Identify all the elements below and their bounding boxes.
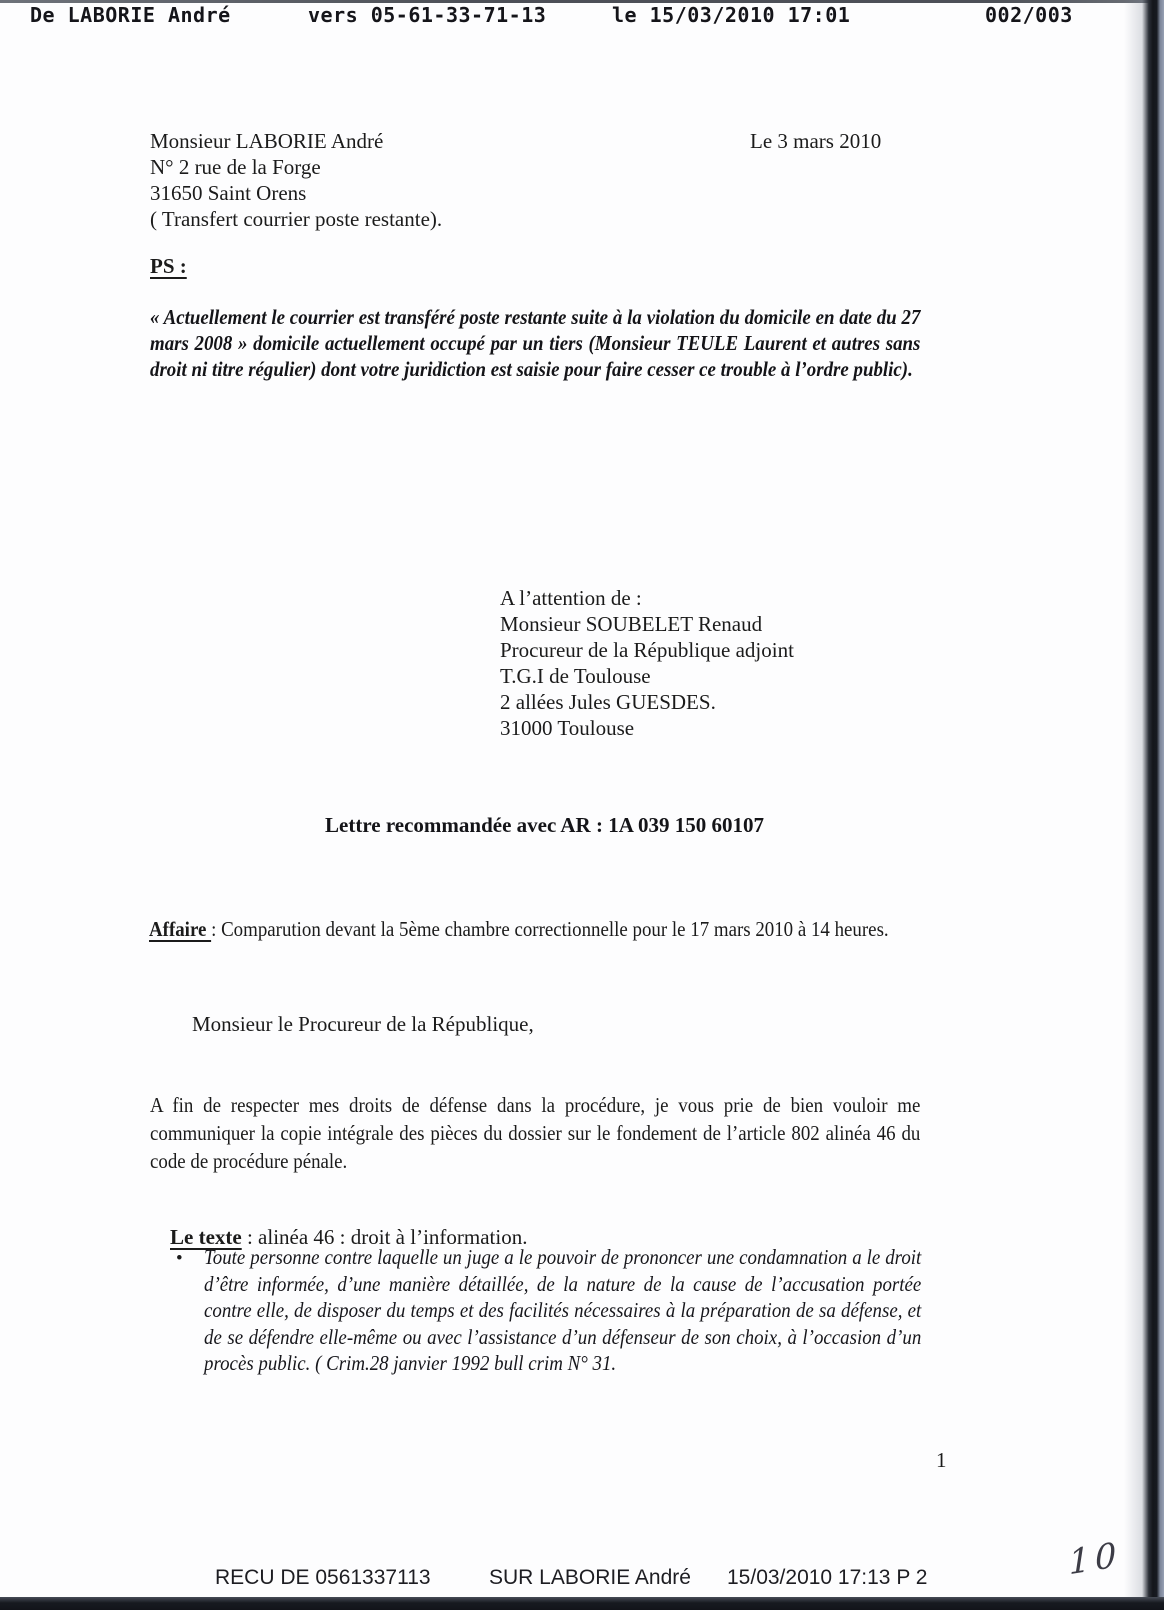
recipient-attention: A l’attention de : — [500, 586, 642, 610]
footer-datetime: 15/03/2010 17:13 P 2 — [727, 1566, 928, 1589]
letter-date: Le 3 mars 2010 — [750, 129, 882, 153]
scan-right-edge — [1124, 0, 1164, 1610]
fax-header-datetime: le 15/03/2010 17:01 — [612, 3, 851, 27]
sender-address-block — [150, 128, 442, 232]
salutation: Monsieur le Procureur de la République, — [192, 1012, 534, 1036]
legal-text-detail: : alinéa 46 : droit à l’information. — [241, 1225, 528, 1249]
sender-street: N° 2 rue de la Forge — [150, 155, 321, 179]
case-subject-paragraph — [149, 914, 919, 944]
page-number: 1 — [936, 1448, 947, 1472]
case-subject-text: : Comparution devant la 5ème chambre correctionnelle pour le 17 mars 2010 à 14 heures. — [211, 917, 889, 941]
ps-paragraph: « Actuellement le courrier est transféré poste restante suite à la violation du domicile en date du 27 mars 2008 » domicile actuellement occupé par un tiers (Monsieur TEULE Laurent et autres sans droit ni titre régulier) dont votre juridiction est saisie pour faire cesser ce trouble à l’ordre public). — [150, 305, 921, 381]
fax-header-destination: vers 05-61-33-71-13 — [308, 3, 547, 27]
sender-name: Monsieur LABORIE André — [150, 129, 384, 153]
recipient-city: 31000 Toulouse — [500, 716, 635, 740]
footer-received-number: RECU DE 0561337113 — [215, 1566, 431, 1589]
registered-letter-reference: Lettre recommandée avec AR : 1A 039 150 60107 — [325, 813, 764, 837]
fax-header-page-counter: 002/003 — [985, 3, 1073, 27]
handwritten-page-number: 10 — [1068, 1534, 1123, 1584]
legal-text-label: Le texte — [170, 1225, 242, 1249]
recipient-title: Procureur de la République adjoint — [500, 638, 794, 662]
fax-header-sender: De LABORIE André — [30, 3, 231, 27]
ps-label: PS : — [150, 254, 187, 278]
footer-sender-name: SUR LABORIE André — [489, 1566, 691, 1589]
recipient-street: 2 allées Jules GUESDES. — [500, 690, 716, 714]
recipient-court: T.G.I de Toulouse — [500, 664, 651, 688]
scan-bottom-bar — [0, 1597, 1164, 1610]
case-subject-label: Affaire — [149, 917, 212, 941]
sender-city: 31650 Saint Orens — [150, 181, 307, 205]
sender-mail-notice: ( Transfert courrier poste restante). — [150, 207, 443, 231]
request-paragraph: A fin de respecter mes droits de défense dans la procédure, je vous prie de bien vouloir me communiquer la copie intégrale des pièces du dossier sur le fondement de l’article 802 alinéa 46 du code de procédure pénale. — [150, 1093, 921, 1173]
bullet-icon: • — [176, 1248, 183, 1269]
recipient-name: Monsieur SOUBELET Renaud — [500, 612, 763, 636]
recipient-address-block — [500, 585, 794, 741]
citation-paragraph: Toute personne contre laquelle un juge a le pouvoir de prononcer une condamnation a le droit d’être informée, d’une manière détaillée, de la nature de la cause de l’accusation portée contre elle, de disposer du temps et des facilités nécessaires à la préparation de sa défense, et de se défendre elle-même ou avec l’assistance d’un défenseur de son choix, à l’occasion d’un procès public. ( Crim.28 janvier 1992 bull crim N° 31. — [204, 1245, 922, 1375]
